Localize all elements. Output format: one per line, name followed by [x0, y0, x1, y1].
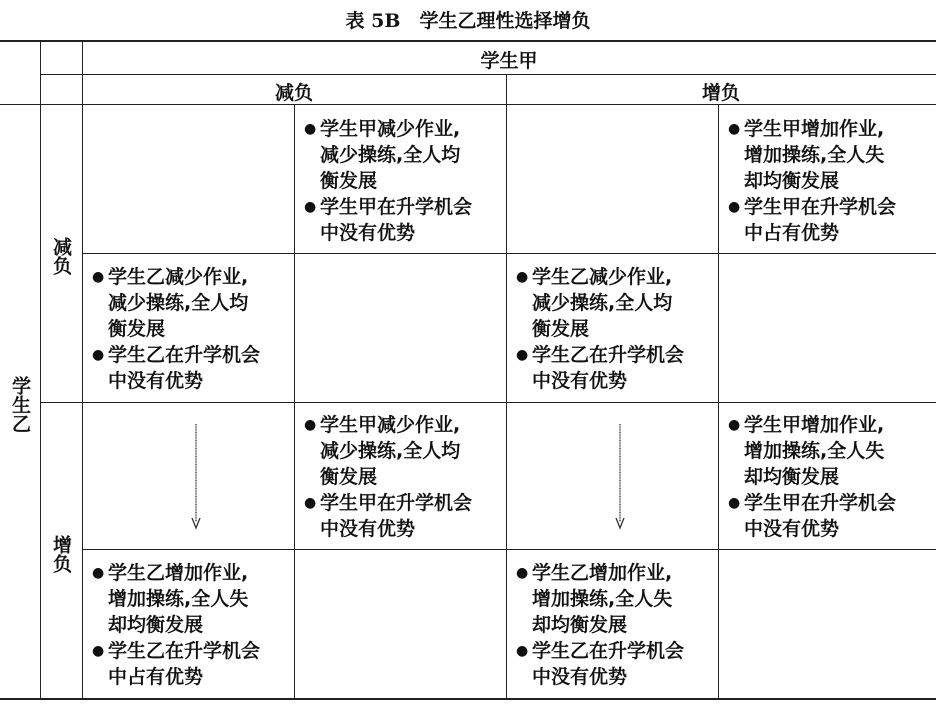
payoff-r2-yi-jianfu: ● 学生乙增加作业, 增加操练,全人失 却均衡发展 ● 学生乙在升学机会 中占有优势: [92, 560, 292, 690]
payoff-r2-jia-jianfu: ● 学生甲减少作业, 减少操练,全人均 衡发展 ● 学生甲在升学机会 中没有优势: [304, 412, 504, 542]
down-arrow-icon: [612, 422, 628, 534]
payoff-r1-yi-zengfu: ● 学生乙减少作业, 减少操练,全人均 衡发展 ● 学生乙在升学机会 中没有优势: [516, 264, 716, 394]
row-label-zengfu: 增负: [50, 535, 72, 573]
header-rule-1: [40, 74, 936, 75]
row-rule-2a: [82, 549, 936, 550]
col-rule-1: [82, 40, 83, 698]
table-caption: 表 5B 学生乙理性选择增负: [345, 10, 591, 32]
down-arrow-icon: [188, 422, 204, 534]
col-rule-4: [718, 104, 719, 698]
header-student-yi: 学生乙: [9, 375, 31, 433]
col-rule-0: [40, 40, 41, 698]
payoff-r1-yi-jianfu: ● 学生乙减少作业, 减少操练,全人均 衡发展 ● 学生乙在升学机会 中没有优势: [92, 264, 292, 394]
payoff-r1-jia-jianfu: ● 学生甲减少作业, 减少操练,全人均 衡发展 ● 学生甲在升学机会 中没有优势: [304, 116, 504, 246]
header-jia-jianfu: 减负: [274, 82, 313, 104]
row-rule-1a: [82, 253, 936, 254]
header-student-jia: 学生甲: [480, 50, 538, 72]
bottom-rule: [0, 698, 936, 700]
col-rule-3: [506, 74, 507, 698]
row-label-jianfu: 减负: [50, 237, 72, 275]
row-rule-1b: [40, 402, 936, 403]
payoff-r2-jia-zengfu: ● 学生甲增加作业, 增加操练,全人失 却均衡发展 ● 学生甲在升学机会 中没有优势: [728, 412, 933, 542]
col-rule-2: [294, 104, 295, 698]
header-jia-zengfu: 增负: [701, 82, 740, 104]
payoff-r1-jia-zengfu: ● 学生甲增加作业, 增加操练,全人失 却均衡发展 ● 学生甲在升学机会 中占有优势: [728, 116, 933, 246]
payoff-r2-yi-zengfu: ● 学生乙增加作业, 增加操练,全人失 却均衡发展 ● 学生乙在升学机会 中没有优势: [516, 560, 716, 690]
top-rule: [0, 40, 936, 42]
